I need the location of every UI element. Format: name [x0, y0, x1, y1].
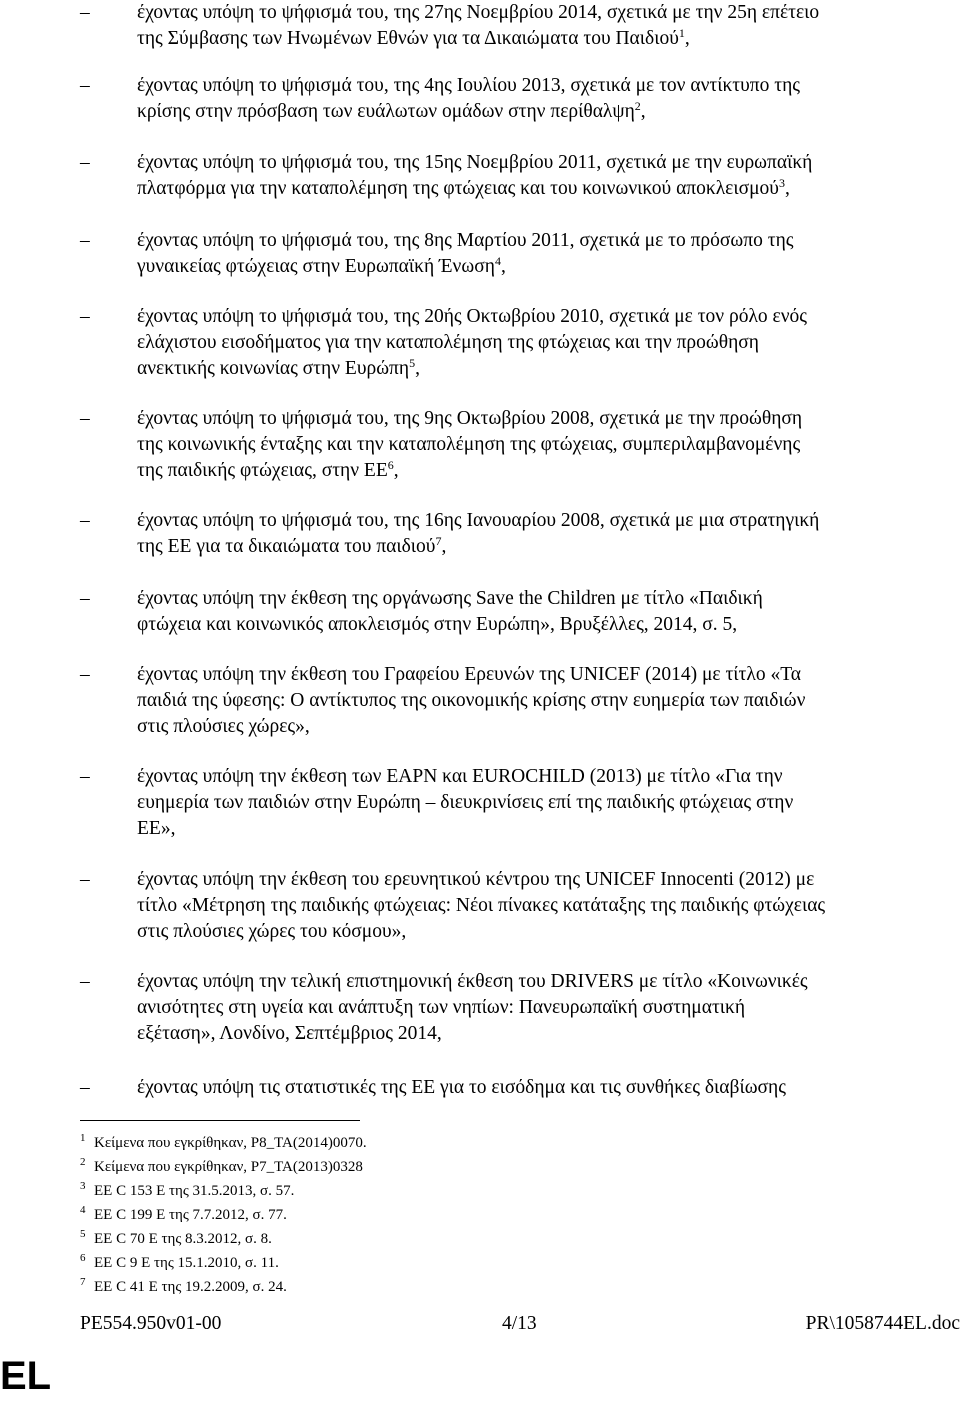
citation-line-text: φτώχεια και κοινωνικός αποκλεισμός στην Ευρώπη», Βρυξέλλες, 2014, σ. 5,: [137, 614, 738, 635]
citation-line-text: έχοντας υπόψη την έκθεση του Γραφείου Ερευνών της UNICEF (2014) με τίτλο «Τα: [137, 664, 801, 685]
footnote-reference[interactable]: 4: [494, 254, 501, 268]
citation-line: [137, 26, 957, 52]
citation-line: [137, 458, 957, 484]
citation-line-text: έχοντας υπόψη τις στατιστικές της ΕΕ για το εισόδημα και τις συνθήκες διαβίωσης: [137, 1077, 786, 1098]
citation-line-text: γυναικείας φτώχειας στην Ευρωπαϊκή Ένωση: [137, 256, 495, 277]
bullet-dash: –: [80, 510, 90, 531]
footnote-reference[interactable]: 6: [387, 458, 394, 472]
citation-line-text: ελάχιστου εισοδήματος για την καταπολέμηση της φτώχειας και την προώθηση: [137, 332, 759, 353]
citation-line: [137, 508, 957, 534]
footnote-reference[interactable]: 1: [678, 26, 685, 40]
citation-line-tail: ,: [684, 28, 690, 49]
footnote-item: [80, 1248, 279, 1273]
footnote-reference[interactable]: 2: [634, 99, 641, 113]
citation-line: [137, 893, 957, 919]
citation-line: [137, 432, 957, 458]
bullet-dash: –: [80, 766, 90, 787]
citation-line: [137, 816, 957, 842]
citation-line-text: ΕΕ»,: [137, 818, 176, 839]
page-number: 4/13: [502, 1313, 537, 1334]
citation-line: [137, 176, 957, 202]
citation-text: [137, 764, 957, 842]
citation-line: [137, 228, 957, 254]
footnote-number: 2: [80, 1156, 86, 1168]
footnote-separator: [80, 1120, 360, 1121]
citation-line: [137, 586, 957, 612]
citation-line-tail: ,: [393, 460, 399, 481]
citation-line-text: έχοντας υπόψη την τελική επιστημονική έκθεση του DRIVERS με τίτλο «Κοινωνικές: [137, 971, 808, 992]
bullet-dash: –: [80, 230, 90, 251]
citation-line: [137, 304, 957, 330]
citation-line-text: έχοντας υπόψη το ψήφισμά του, της 15ης Νοεμβρίου 2011, σχετικά με την ευρωπαϊκή: [137, 152, 813, 173]
citation-text: [137, 228, 957, 280]
citation-line: [137, 1021, 957, 1047]
citation-line-text: έχοντας υπόψη το ψήφισμά του, της 16ης Ιανουαρίου 2008, σχετικά με μια στρατηγική: [137, 510, 820, 531]
citation-text: [137, 1075, 957, 1101]
citation-text: [137, 867, 957, 945]
citation-line: [137, 790, 957, 816]
citation-line-text: έχοντας υπόψη το ψήφισμά του, της 8ης Μαρτίου 2011, σχετικά με το πρόσωπο της: [137, 230, 794, 251]
citation-text: [137, 406, 957, 484]
footnote-item: [80, 1200, 287, 1225]
citation-line: [137, 612, 957, 638]
citation-line: [137, 406, 957, 432]
footnote-item: [80, 1224, 272, 1249]
bullet-dash: –: [80, 75, 90, 96]
citation-line-text: έχοντας υπόψη το ψήφισμά του, της 20ής Οκτωβρίου 2010, σχετικά με τον ρόλο ενός: [137, 306, 808, 327]
citation-text: [137, 586, 957, 638]
citation-line: [137, 254, 957, 280]
citation-line-text: έχοντας υπόψη το ψήφισμά του, της 4ης Ιουλίου 2013, σχετικά με τον αντίκτυπο της: [137, 75, 801, 96]
bullet-dash: –: [80, 408, 90, 429]
citation-line: [137, 995, 957, 1021]
footnote-text: ΕΕ C 41 Ε της 19.2.2009, σ. 24.: [94, 1279, 287, 1295]
footnote-text: ΕΕ C 70 Ε της 8.3.2012, σ. 8.: [94, 1231, 272, 1247]
bullet-dash: –: [80, 152, 90, 173]
citation-line-text: ανεκτικής κοινωνίας στην Ευρώπη: [137, 358, 410, 379]
citation-text: [137, 508, 957, 560]
citation-text: [137, 662, 957, 740]
footnote-text: ΕΕ C 9 Ε της 15.1.2010, σ. 11.: [94, 1255, 279, 1271]
citation-line-tail: ,: [500, 256, 506, 277]
footnote-number: 5: [80, 1228, 86, 1240]
citation-line-text: της παιδικής φτώχειας, στην ΕΕ: [137, 460, 388, 481]
footnote-number: 7: [80, 1276, 86, 1288]
citation-line: [137, 1075, 957, 1101]
citation-line-text: έχοντας υπόψη το ψήφισμά του, της 27ης Νοεμβρίου 2014, σχετικά με την 25η επέτειο: [137, 2, 820, 23]
citation-text: [137, 73, 957, 125]
citation-line: [137, 714, 957, 740]
citation-line: [137, 867, 957, 893]
footnote-item: [80, 1128, 367, 1153]
citation-line-text: έχοντας υπόψη την έκθεση των EAPN και EUROCHILD (2013) με τίτλο «Για την: [137, 766, 783, 787]
citation-line: [137, 73, 957, 99]
citation-line-text: στις πλούσιες χώρες»,: [137, 716, 310, 737]
footnote-reference[interactable]: 5: [409, 356, 416, 370]
citation-line-text: έχοντας υπόψη την έκθεση του ερευνητικού κέντρου της UNICEF Innocenti (2012) με: [137, 869, 815, 890]
citation-line-tail: ,: [784, 178, 790, 199]
citation-line-tail: ,: [640, 101, 646, 122]
bullet-dash: –: [80, 306, 90, 327]
footnote-number: 1: [80, 1132, 86, 1144]
citation-line-text: ευημερία των παιδιών στην Ευρώπη – διευκρινίσεις επί της παιδικής φτώχειας στην: [137, 792, 794, 813]
citation-line: [137, 688, 957, 714]
citation-line: [137, 969, 957, 995]
footnote-item: [80, 1272, 287, 1297]
footnote-text: Κείμενα που εγκρίθηκαν, P7_TA(2013)0328: [94, 1159, 363, 1175]
citation-line-text: κρίσης στην πρόσβαση των ευάλωτων ομάδων στην περίθαλψη: [137, 101, 635, 122]
bullet-dash: –: [80, 588, 90, 609]
bullet-dash: –: [80, 971, 90, 992]
citation-line: [137, 99, 957, 125]
bullet-dash: –: [80, 664, 90, 685]
citation-line: [137, 0, 957, 26]
citation-line-text: της Σύμβασης των Ηνωμένων Εθνών για τα Δικαιώματα του Παιδιού: [137, 28, 679, 49]
citation-line: [137, 150, 957, 176]
footnote-text: Κείμενα που εγκρίθηκαν, P8_TA(2014)0070.: [94, 1135, 367, 1151]
citation-line-text: στις πλούσιες χώρες του κόσμου»,: [137, 921, 407, 942]
citation-line-text: πλατφόρμα για την καταπολέμηση της φτώχειας και του κοινωνικού αποκλεισμού: [137, 178, 779, 199]
footnote-text: ΕΕ C 153 Ε της 31.5.2013, σ. 57.: [94, 1183, 295, 1199]
footnote-number: 4: [80, 1204, 86, 1216]
bullet-dash: –: [80, 1077, 90, 1098]
citation-line-text: τίτλο «Μέτρηση της παιδικής φτώχειας: Νέοι πίνακες κατάταξης της παιδικής φτώχειας: [137, 895, 826, 916]
footnote-reference[interactable]: 7: [435, 534, 442, 548]
citation-line: [137, 330, 957, 356]
citation-line-text: παιδιά της ύφεσης: Ο αντίκτυπος της οικονομικής κρίσης στην ευημερία των παιδιών: [137, 690, 806, 711]
citation-line-tail: ,: [415, 358, 420, 379]
footnote-item: [80, 1176, 294, 1201]
citation-line-text: εξέταση», Λονδίνο, Σεπτέμβριος 2014,: [137, 1023, 442, 1044]
citation-line-text: της ΕΕ για τα δικαιώματα του παιδιού: [137, 536, 436, 557]
page-footer: [80, 1310, 960, 1338]
footnote-text: ΕΕ C 199 Ε της 7.7.2012, σ. 77.: [94, 1207, 287, 1223]
citation-line: [137, 356, 957, 382]
footnote-number: 3: [80, 1180, 86, 1192]
language-code: EL: [0, 1354, 52, 1398]
bullet-dash: –: [80, 2, 90, 23]
citation-line-tail: ,: [441, 536, 447, 557]
citation-line: [137, 534, 957, 560]
citation-line-text: ανισότητες στη υγεία και ανάπτυξη των νηπίων: Πανευρωπαϊκή συστηματική: [137, 997, 746, 1018]
citation-line: [137, 764, 957, 790]
citation-text: [137, 969, 957, 1047]
bullet-dash: –: [80, 869, 90, 890]
citation-text: [137, 304, 957, 382]
citation-line-text: της κοινωνικής ένταξης και την καταπολέμηση της φτώχειας, συμπεριλαμβανομένης: [137, 434, 801, 455]
footnote-item: [80, 1152, 363, 1177]
citation-line-text: έχοντας υπόψη την έκθεση της οργάνωσης Save the Children με τίτλο «Παιδική: [137, 588, 763, 609]
footnote-number: 6: [80, 1252, 86, 1264]
citation-text: [137, 0, 957, 52]
file-name: PR\1058744EL.doc: [805, 1313, 960, 1334]
citation-text: [137, 150, 957, 202]
citation-line: [137, 919, 957, 945]
document-reference: PE554.950v01-00: [80, 1313, 222, 1334]
footnote-reference[interactable]: 3: [778, 176, 785, 190]
citation-line-text: έχοντας υπόψη το ψήφισμά του, της 9ης Οκτωβρίου 2008, σχετικά με την προώθηση: [137, 408, 803, 429]
citation-line: [137, 662, 957, 688]
